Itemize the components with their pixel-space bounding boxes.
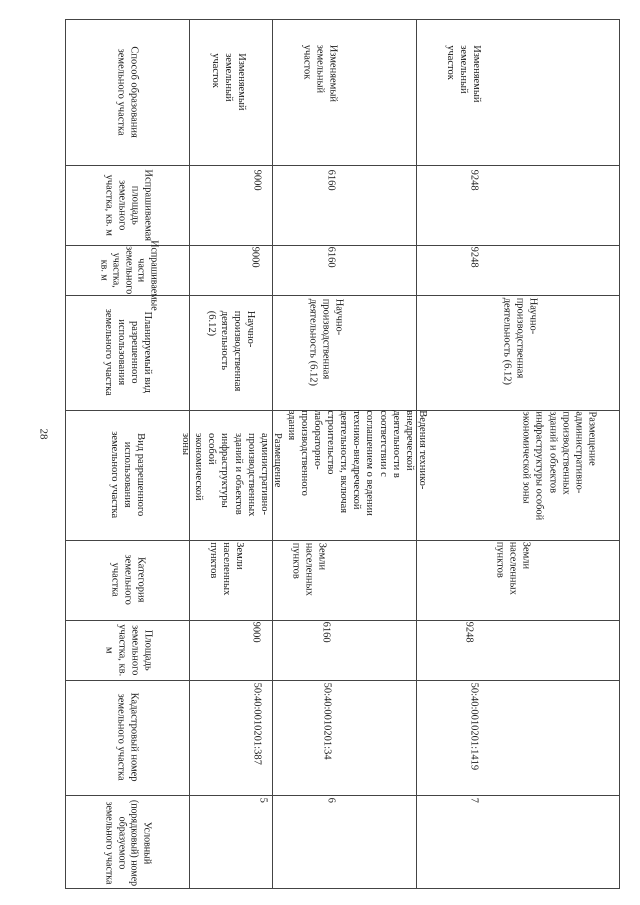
row7-requested-area: 9248 — [468, 170, 480, 191]
row6-area: 6160 — [320, 622, 332, 643]
row6-category: Земли населенных пунктов — [290, 543, 328, 597]
row6-formation-method: Изменяемый земельный участок — [301, 44, 339, 102]
row5-requested-parts: 9000 — [249, 247, 261, 268]
header-permitted-use: Вид разрешенного использования земельного участка — [108, 431, 147, 519]
header-planned-use: Планируемый вид разрешенного использования земельного участка — [102, 309, 153, 396]
row7-category: Земли населенных пунктов — [494, 542, 532, 596]
row6-requested-parts: 6160 — [325, 247, 337, 268]
row7-planned-use: Научно- производственная деятельность (6.12) — [501, 297, 539, 385]
row7-number: 7 — [468, 797, 480, 803]
header-area: Площадь земельного участка, кв. м — [102, 624, 153, 676]
row5-area: 9000 — [250, 622, 262, 643]
row7-cadastral: 50:40:0010201:1419 — [468, 682, 480, 771]
header-requested-area — [66, 165, 189, 245]
row5-planned-use: Научно- производственная деятельность (6.12) — [205, 311, 256, 392]
row6-planned-use: Научно- производственная деятельность (6.12) — [307, 298, 345, 386]
row7-requested-parts: 9248 — [468, 247, 480, 268]
row5-cadastral: 50:40:0010201:387 — [251, 682, 263, 765]
row5-requested-area: 9000 — [251, 170, 263, 191]
header-category: Категория земельного участка — [108, 554, 147, 606]
row5-number: 5 — [257, 797, 269, 803]
row6-requested-area: 6160 — [325, 170, 337, 191]
row6-cadastral: 50:40:0010201:34 — [321, 682, 333, 760]
row7-permitted-use: Размещение административно- производственных зданий и объектов инфраструктуры особой экономической зоны — [520, 411, 598, 520]
row5-formation-method: Изменяемый земельный участок — [209, 53, 248, 111]
header-requested-area-text: Испрашиваемая площадь земельного участка, кв. м — [102, 169, 153, 241]
header-formation-method: Способ образования земельного участка — [115, 46, 140, 139]
row5-permitted-use: Размещение административно- производственных зданий и объектов инфраструктуры особой экономической зоны — [180, 432, 283, 516]
page-number: 28 — [37, 428, 50, 440]
row6-permitted-use: Ведения технико- внедреческой деятельности в соответствии с соглашением о ведении технико-внедреческой деятельности, включая строительство лабораторно- производственного здания — [285, 410, 429, 516]
header-cond-number: Условный (порядковый) номер образуемого земельного участка — [104, 799, 153, 886]
header-cadastral: Кадастровый номер земельного участка — [115, 693, 140, 782]
row5-category: Земли населенных пунктов — [207, 542, 246, 596]
header-requested-parts: Испрашиваемые части земельного участка, кв. м — [97, 240, 159, 311]
row7-formation-method: Изменяемый земельный участок — [444, 45, 483, 103]
row7-area: 9248 — [463, 622, 475, 643]
land-plot-table — [65, 19, 620, 889]
row6-number: 6 — [325, 797, 337, 803]
